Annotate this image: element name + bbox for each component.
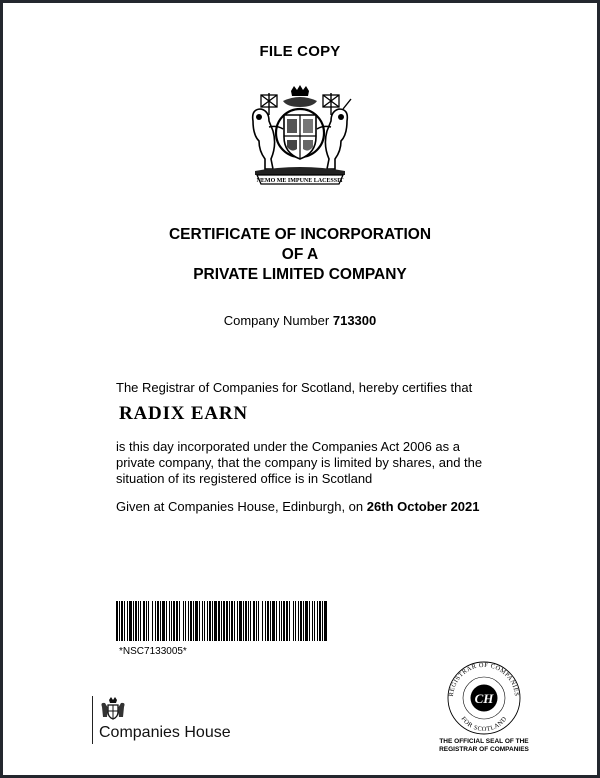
barcode-bar: [212, 601, 213, 641]
seal-caption: [423, 738, 545, 754]
company-name: RADIX EARN: [119, 403, 248, 424]
barcode-bar: [116, 601, 118, 641]
barcode-bar: [289, 601, 290, 641]
barcode-bar: [270, 601, 271, 641]
crest-motto: NEMO ME IMPUNE LACESSIT: [256, 178, 344, 184]
svg-text:FOR SCOTLAND: [460, 715, 509, 733]
barcode-bar: [173, 601, 175, 641]
barcode-bar: [300, 601, 302, 641]
barcode-bar: [281, 601, 282, 641]
barcode-bar: [317, 601, 318, 641]
barcode-bar: [183, 601, 184, 641]
barcode-bar: [127, 601, 128, 641]
barcode-bar: [267, 601, 269, 641]
companies-house-name: Companies House: [99, 724, 231, 741]
barcode-bar: [237, 601, 238, 641]
barcode-bar: [231, 601, 233, 641]
seal-ring-top-text: REGISTRAR OF COMPANIES: [447, 661, 521, 697]
barcode-bar: [234, 601, 235, 641]
barcode-bar: [146, 601, 147, 641]
barcode-bar: [176, 601, 178, 641]
barcode-bar: [298, 601, 299, 641]
barcode-bar: [129, 601, 132, 641]
barcode-bar: [207, 601, 208, 641]
barcode-bar: [253, 601, 255, 641]
barcode-bar: [190, 601, 192, 641]
barcode-bar: [319, 601, 321, 641]
barcode-bar: [124, 601, 125, 641]
incorporation-text: is this day incorporated under the Companies Act 2006 as a private company, that the company is limited by shares, and the situation of its registered office is in Scotland: [116, 439, 483, 486]
barcode-bar: [279, 601, 280, 641]
barcode-bar: [303, 601, 304, 641]
barcode-text: *NSC7133005*: [119, 646, 187, 657]
barcode-bar: [218, 601, 220, 641]
given-date: 26th October 2021: [366, 499, 480, 514]
barcode-bar: [138, 601, 139, 641]
barcode-bar: [223, 601, 225, 641]
royal-coat-of-arms-icon: [247, 85, 353, 185]
certificate-title-line-3: PRIVATE LIMITED COMPANY: [193, 266, 407, 283]
companies-house-logo-divider: [92, 696, 93, 744]
barcode-bar: [295, 601, 296, 641]
barcode-bar: [239, 601, 242, 641]
given-at-line: [116, 499, 496, 515]
certificate-page: [3, 3, 597, 775]
barcode-bar: [258, 601, 259, 641]
barcode-bar: [265, 601, 266, 641]
barcode-bar: [209, 601, 211, 641]
certificate-title: [3, 225, 597, 285]
given-prefix: Given at Companies House, Edinburgh, on: [116, 499, 364, 514]
barcode-bar: [169, 601, 170, 641]
barcode-bar: [226, 601, 228, 641]
company-number-line: [3, 313, 597, 328]
barcode-bar: [166, 601, 167, 641]
certificate-title-line-2: OF A: [281, 246, 319, 263]
barcode-bar: [229, 601, 230, 641]
barcode: [116, 601, 328, 641]
companies-house-crest-icon: [99, 697, 127, 721]
barcode-bar: [143, 601, 145, 641]
barcode-bar: [250, 601, 251, 641]
barcode-bar: [121, 601, 123, 641]
barcode-bar: [256, 601, 257, 641]
barcode-bar: [276, 601, 277, 641]
barcode-bar: [314, 601, 315, 641]
barcode-bar: [272, 601, 275, 641]
barcode-bar: [202, 601, 203, 641]
seal-monogram: CH: [474, 691, 494, 706]
barcode-bar: [162, 601, 165, 641]
barcode-bar: [195, 601, 198, 641]
registrar-statement: The Registrar of Companies for Scotland, hereby certifies that: [116, 380, 473, 395]
barcode-bar: [324, 601, 327, 641]
barcode-bar: [293, 601, 294, 641]
barcode-bar: [204, 601, 205, 641]
barcode-bar: [155, 601, 156, 641]
registrar-seal: [439, 656, 529, 736]
barcode-bar: [148, 601, 149, 641]
barcode-bar: [286, 601, 288, 641]
barcode-bar: [188, 601, 189, 641]
seal-caption-line-1: THE OFFICIAL SEAL OF THE: [439, 738, 529, 745]
barcode-bar: [157, 601, 159, 641]
certificate-title-line-1: CERTIFICATE OF INCORPORATION: [168, 226, 432, 243]
barcode-bar: [179, 601, 180, 641]
barcode-bar: [185, 601, 186, 641]
barcode-bar: [135, 601, 137, 641]
barcode-bar: [214, 601, 217, 641]
barcode-bar: [305, 601, 308, 641]
barcode-bar: [221, 601, 222, 641]
barcode-bar: [133, 601, 134, 641]
barcode-bar: [171, 601, 172, 641]
barcode-bar: [312, 601, 313, 641]
seal-caption-line-2: REGISTRAR OF COMPANIES: [439, 746, 529, 753]
barcode-bar: [152, 601, 153, 641]
barcode-bar: [160, 601, 161, 641]
barcode-bar: [309, 601, 310, 641]
barcode-bar: [248, 601, 249, 641]
barcode-bar: [140, 601, 141, 641]
barcode-bar: [283, 601, 285, 641]
barcode-bar: [245, 601, 247, 641]
barcode-bar: [199, 601, 200, 641]
barcode-bar: [193, 601, 194, 641]
company-number-value: 713300: [332, 313, 377, 328]
seal-ring-bottom-text: FOR SCOTLAND: [459, 715, 509, 734]
barcode-bar: [243, 601, 244, 641]
barcode-bar: [119, 601, 120, 641]
barcode-bar: [322, 601, 323, 641]
barcode-bar: [262, 601, 263, 641]
file-copy-heading: FILE COPY: [259, 43, 341, 60]
company-number-label: Company Number: [223, 313, 330, 328]
